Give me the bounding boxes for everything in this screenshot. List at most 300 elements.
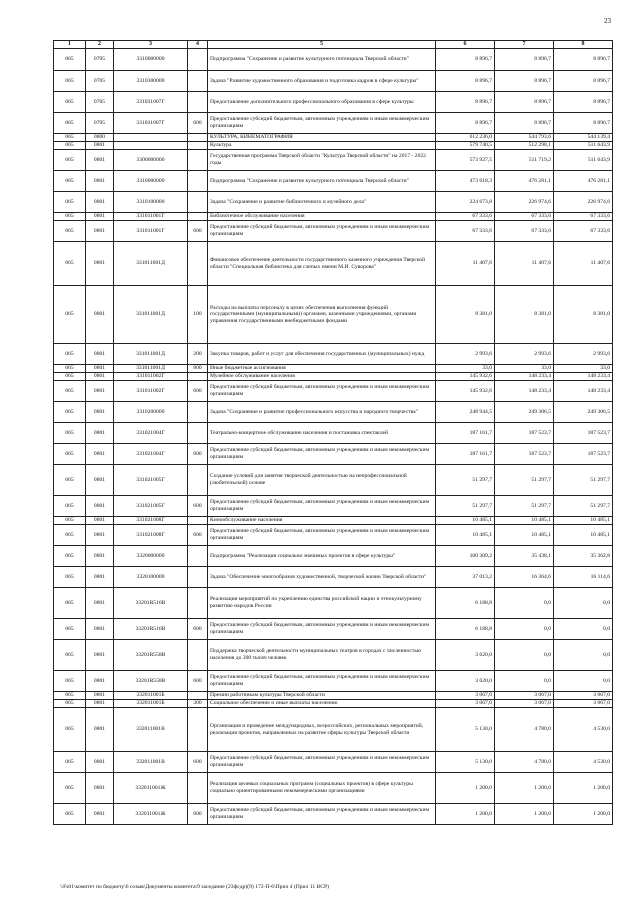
cell-admin-code: 065 [54, 49, 86, 71]
table-row [54, 423, 613, 444]
cell-amount-col7: 187 523,7 [495, 423, 554, 444]
cell-amount-col8: 3 067,0 [554, 692, 613, 700]
col-header-4: 4 [188, 41, 208, 49]
table-row [54, 465, 613, 496]
col-header-6: 6 [436, 41, 495, 49]
table-row [54, 171, 613, 192]
cell-amount-col6: 579 740,5 [436, 142, 495, 150]
cell-admin-code: 065 [54, 465, 86, 496]
cell-amount-col6: 1 200,0 [436, 773, 495, 804]
cell-expense-type: 600 [188, 496, 208, 517]
cell-amount-col6: 8 896,7 [436, 113, 495, 134]
cell-amount-col8: 148 233,4 [554, 373, 613, 381]
cell-target-article: 33201R516B [114, 588, 188, 619]
cell-section-code: 0801 [86, 286, 114, 344]
cell-expense-type [188, 92, 208, 113]
cell-admin-code: 065 [54, 92, 86, 113]
cell-amount-col6: 145 932,6 [436, 373, 495, 381]
cell-admin-code: 065 [54, 588, 86, 619]
cell-amount-col6: 67 333,6 [436, 213, 495, 221]
cell-expense-type [188, 402, 208, 423]
table-row [54, 142, 613, 150]
cell-amount-col8: 0,0 [554, 588, 613, 619]
cell-section-code: 0801 [86, 142, 114, 150]
cell-section-code: 0801 [86, 773, 114, 804]
table-row [54, 150, 613, 171]
cell-amount-col8: 0,0 [554, 671, 613, 692]
table-row [54, 525, 613, 546]
cell-amount-col8: 0,0 [554, 619, 613, 640]
cell-description: Предоставление субсидий бюджетным, автономным учреждениям и иным некоммерческим организациям [208, 804, 436, 825]
cell-amount-col8: 187 523,7 [554, 423, 613, 444]
cell-amount-col8: 10 485,1 [554, 525, 613, 546]
cell-admin-code: 065 [54, 619, 86, 640]
cell-admin-code: 065 [54, 567, 86, 588]
cell-admin-code: 065 [54, 344, 86, 365]
cell-amount-col6: 10 485,1 [436, 517, 495, 525]
cell-amount-col8: 33,0 [554, 365, 613, 373]
cell-description: Иные бюджетные ассигнования [208, 365, 436, 373]
cell-admin-code: 065 [54, 708, 86, 752]
cell-description: Поддержка творческой деятельности муниципальных театров в городах с численностью населения до 300 тысяч человек [208, 640, 436, 671]
cell-expense-type [188, 213, 208, 221]
cell-admin-code: 065 [54, 444, 86, 465]
cell-description: Предоставление субсидий бюджетным, автономным учреждениям и иным некоммерческим организациям [208, 113, 436, 134]
cell-section-code: 0801 [86, 567, 114, 588]
cell-description: Предоставление субсидий бюджетным, автономным учреждениям и иным некоммерческим организациям [208, 525, 436, 546]
cell-target-article: 331011002Г [114, 373, 188, 381]
cell-description: КУЛЬТУРА, КИНЕМАТОГРАФИЯ [208, 134, 436, 142]
cell-amount-col7: 0,0 [495, 588, 554, 619]
cell-admin-code: 065 [54, 640, 86, 671]
cell-admin-code: 065 [54, 71, 86, 92]
cell-expense-type [188, 546, 208, 567]
cell-amount-col8: 249 306,5 [554, 402, 613, 423]
cell-amount-col7: 226 974,6 [495, 192, 554, 213]
cell-expense-type [188, 49, 208, 71]
cell-section-code: 0705 [86, 92, 114, 113]
cell-amount-col6: 573 927,5 [436, 150, 495, 171]
col-header-3: 3 [114, 41, 188, 49]
cell-target-article: 331011001Г [114, 213, 188, 221]
cell-admin-code: 065 [54, 134, 86, 142]
cell-amount-col6: 3 620,0 [436, 671, 495, 692]
cell-amount-col7: 0,0 [495, 671, 554, 692]
cell-amount-col8: 4 530,0 [554, 752, 613, 773]
cell-target-article: 3310200000 [114, 402, 188, 423]
cell-amount-col7: 11 407,6 [495, 242, 554, 286]
cell-amount-col7: 512 298,1 [495, 142, 554, 150]
cell-amount-col8: 67 333,6 [554, 213, 613, 221]
cell-description: Музейное обслуживание населения [208, 373, 436, 381]
cell-amount-col8: 8 896,7 [554, 71, 613, 92]
cell-section-code: 0801 [86, 213, 114, 221]
cell-expense-type: 600 [188, 804, 208, 825]
cell-amount-col8: 226 974,6 [554, 192, 613, 213]
cell-section-code: 0801 [86, 365, 114, 373]
table-row [54, 671, 613, 692]
cell-amount-col8: 511 643,9 [554, 150, 613, 171]
cell-description: Предоставление субсидий бюджетным, автономным учреждениям и иным некоммерческим организациям [208, 752, 436, 773]
cell-section-code: 0801 [86, 150, 114, 171]
cell-expense-type [188, 192, 208, 213]
cell-description: Предоставление субсидий бюджетным, автономным учреждениям и иным некоммерческим организациям [208, 619, 436, 640]
cell-section-code: 0801 [86, 402, 114, 423]
cell-amount-col8: 8 381,0 [554, 286, 613, 344]
cell-amount-col6: 224 673,8 [436, 192, 495, 213]
table-row [54, 444, 613, 465]
cell-section-code: 0801 [86, 692, 114, 700]
cell-amount-col7: 148 233,4 [495, 373, 554, 381]
cell-expense-type [188, 373, 208, 381]
cell-amount-col7: 4 780,0 [495, 708, 554, 752]
table-row [54, 365, 613, 373]
cell-target-article: 3310000000 [114, 171, 188, 192]
cell-amount-col6: 8 896,7 [436, 71, 495, 92]
cell-target-article: 33201R558B [114, 640, 188, 671]
cell-amount-col6: 3 620,0 [436, 640, 495, 671]
cell-section-code: 0801 [86, 344, 114, 365]
table-row [54, 517, 613, 525]
cell-expense-type [188, 773, 208, 804]
cell-expense-type [188, 71, 208, 92]
cell-amount-col7: 1 200,0 [495, 804, 554, 825]
cell-amount-col7: 8 896,7 [495, 113, 554, 134]
cell-target-article: 331021008Г [114, 517, 188, 525]
cell-amount-col8: 3 067,0 [554, 700, 613, 708]
cell-admin-code: 065 [54, 213, 86, 221]
cell-admin-code: 065 [54, 773, 86, 804]
table-row [54, 344, 613, 365]
cell-admin-code: 065 [54, 171, 86, 192]
page-number: 23 [604, 17, 611, 25]
cell-amount-col7: 1 200,0 [495, 773, 554, 804]
cell-expense-type: 600 [188, 671, 208, 692]
cell-description: Социальное обеспечение и иные выплаты населению [208, 700, 436, 708]
table-row [54, 640, 613, 671]
cell-target-article: 331011001Д [114, 242, 188, 286]
cell-admin-code: 065 [54, 381, 86, 402]
cell-amount-col8: 10 485,1 [554, 517, 613, 525]
cell-admin-code: 065 [54, 496, 86, 517]
cell-description: Подпрограмма "Сохранение и развитие культурного потенциала Тверской области" [208, 171, 436, 192]
cell-target-article: 332011001B [114, 708, 188, 752]
cell-amount-col6: 37 013,2 [436, 567, 495, 588]
cell-amount-col7: 2 993,6 [495, 344, 554, 365]
cell-amount-col6: 8 381,0 [436, 286, 495, 344]
cell-section-code: 0801 [86, 619, 114, 640]
cell-description: Организация и проведение международных, всероссийских, региональных мероприятий, реализация проектов, направленных на развитие сферы культуры Тверской области [208, 708, 436, 752]
cell-amount-col6: 187 161,7 [436, 423, 495, 444]
footer-file-path: \\Fs01\комитет по бюджету\6 созыв\Документы комитета\9 заседание (23фсдр)(9) 172-П-6\Прил 4 (Прил 11 ВСР) [60, 884, 329, 890]
cell-admin-code: 065 [54, 221, 86, 242]
cell-target-article: 33201R558B [114, 671, 188, 692]
cell-description: Предоставление субсидий бюджетным, автономным учреждениям и иным некоммерческим организациям [208, 671, 436, 692]
cell-expense-type: 600 [188, 752, 208, 773]
table-row [54, 213, 613, 221]
cell-description: Расходы на выплаты персоналу в целях обеспечения выполнения функций государственными (муниципальными) органами, казенными учреждениями, органами управления государственными внебюджетными фондами [208, 286, 436, 344]
cell-target-article: 3310300000 [114, 71, 188, 92]
cell-description: Библиотечное обслуживание населения [208, 213, 436, 221]
cell-admin-code: 065 [54, 752, 86, 773]
cell-target-article: 332011001Ж [114, 804, 188, 825]
cell-amount-col8: 8 896,7 [554, 113, 613, 134]
cell-amount-col6: 51 297,7 [436, 465, 495, 496]
cell-amount-col7: 33,0 [495, 365, 554, 373]
cell-section-code: 0801 [86, 708, 114, 752]
cell-description: Финансовое обеспечение деятельности государственного казенного учреждения Тверской области "Специальная библиотека для слепых имени М.И. Суворова" [208, 242, 436, 286]
cell-expense-type [188, 150, 208, 171]
cell-section-code: 0801 [86, 671, 114, 692]
cell-expense-type [188, 692, 208, 700]
cell-expense-type [188, 465, 208, 496]
cell-expense-type: 600 [188, 221, 208, 242]
cell-target-article: 331011001Д [114, 365, 188, 373]
cell-amount-col7: 3 067,0 [495, 700, 554, 708]
cell-description: Подпрограмма "Реализация социально значимых проектов в сфере культуры" [208, 546, 436, 567]
cell-description: Реализация целевых социальных программ (социальных проектов) в сфере культуры социально ориентированными некоммерческими организациями [208, 773, 436, 804]
cell-amount-col7: 10 485,1 [495, 525, 554, 546]
cell-expense-type [188, 708, 208, 752]
cell-amount-col7: 4 780,0 [495, 752, 554, 773]
cell-amount-col7: 3 067,0 [495, 692, 554, 700]
cell-section-code: 0801 [86, 423, 114, 444]
col-header-7: 7 [495, 41, 554, 49]
cell-description: Государственная программа Тверской области "Культура Тверской области" на 2017 - 2022 годы [208, 150, 436, 171]
cell-amount-col7: 8 381,0 [495, 286, 554, 344]
cell-target-article: 33201R516B [114, 619, 188, 640]
cell-amount-col7: 187 523,7 [495, 444, 554, 465]
cell-amount-col6: 5 130,0 [436, 708, 495, 752]
cell-amount-col7: 148 233,4 [495, 381, 554, 402]
cell-description: Задача "Сохранение и развитие библиотечного и музейного дела" [208, 192, 436, 213]
cell-amount-col6: 187 161,7 [436, 444, 495, 465]
cell-expense-type: 100 [188, 286, 208, 344]
cell-target-article: 3300000000 [114, 150, 188, 171]
cell-amount-col8: 187 523,7 [554, 444, 613, 465]
table-row [54, 373, 613, 381]
table-row [54, 221, 613, 242]
cell-description: Предоставление дополнительного профессионального образования в сфере культуры [208, 92, 436, 113]
cell-expense-type [188, 171, 208, 192]
cell-expense-type [188, 588, 208, 619]
table-row [54, 700, 613, 708]
table-row [54, 113, 613, 134]
cell-target-article: 331031007Г [114, 113, 188, 134]
cell-amount-col7: 67 333,6 [495, 221, 554, 242]
cell-description: Кинообслуживание населения [208, 517, 436, 525]
cell-description: Задача "Развитие художественного образования и подготовка кадров в сфере культуры" [208, 71, 436, 92]
cell-expense-type: 800 [188, 365, 208, 373]
cell-target-article: 331021008Г [114, 525, 188, 546]
cell-amount-col6: 248 944,5 [436, 402, 495, 423]
table-row [54, 286, 613, 344]
cell-target-article: 331031007Г [114, 92, 188, 113]
cell-amount-col7: 67 333,6 [495, 213, 554, 221]
cell-target-article: 331011001Г [114, 221, 188, 242]
cell-amount-col7: 51 297,7 [495, 496, 554, 517]
table-row [54, 619, 613, 640]
cell-section-code: 0801 [86, 465, 114, 496]
cell-expense-type [188, 517, 208, 525]
cell-target-article: 332011001Ж [114, 773, 188, 804]
cell-expense-type: 600 [188, 525, 208, 546]
cell-amount-col6: 145 932,6 [436, 381, 495, 402]
cell-section-code: 0801 [86, 381, 114, 402]
cell-amount-col6: 51 297,7 [436, 496, 495, 517]
cell-amount-col8: 148 233,4 [554, 381, 613, 402]
cell-section-code: 0801 [86, 804, 114, 825]
budget-table [53, 40, 613, 825]
cell-target-article: 3310100000 [114, 192, 188, 213]
cell-amount-col7: 35 438,1 [495, 546, 554, 567]
cell-description: Премии работникам культуры Тверской области [208, 692, 436, 700]
cell-amount-col8: 67 333,6 [554, 221, 613, 242]
table-row [54, 192, 613, 213]
cell-section-code: 0801 [86, 496, 114, 517]
cell-amount-col6: 100 309,2 [436, 546, 495, 567]
table-row [54, 92, 613, 113]
cell-amount-col8: 11 407,6 [554, 242, 613, 286]
cell-amount-col8: 1 200,0 [554, 804, 613, 825]
cell-expense-type [188, 640, 208, 671]
cell-amount-col6: 473 618,3 [436, 171, 495, 192]
cell-target-article [114, 142, 188, 150]
cell-amount-col8: 16 114,6 [554, 567, 613, 588]
cell-target-article: 331011001Д [114, 344, 188, 365]
cell-amount-col7: 476 281,1 [495, 171, 554, 192]
cell-description: Задача "Сохранение и развитие профессионального искусства и народного творчества" [208, 402, 436, 423]
table-row [54, 567, 613, 588]
table-row [54, 381, 613, 402]
cell-amount-col7: 8 896,7 [495, 71, 554, 92]
cell-section-code: 0801 [86, 588, 114, 619]
cell-admin-code: 065 [54, 517, 86, 525]
cell-amount-col8: 51 297,7 [554, 465, 613, 496]
cell-section-code: 0801 [86, 640, 114, 671]
cell-expense-type: 200 [188, 344, 208, 365]
cell-target-article: 3320000000 [114, 546, 188, 567]
cell-admin-code: 065 [54, 373, 86, 381]
cell-amount-col7: 8 896,7 [495, 92, 554, 113]
cell-expense-type: 600 [188, 619, 208, 640]
cell-admin-code: 065 [54, 700, 86, 708]
cell-amount-col7: 511 719,2 [495, 150, 554, 171]
cell-target-article: 331011001Д [114, 286, 188, 344]
table-row [54, 588, 613, 619]
cell-amount-col6: 6 188,8 [436, 588, 495, 619]
col-header-2: 2 [86, 41, 114, 49]
cell-admin-code: 065 [54, 113, 86, 134]
table-row [54, 402, 613, 423]
cell-description: Предоставление субсидий бюджетным, автономным учреждениям и иным некоммерческим организациям [208, 444, 436, 465]
cell-section-code: 0801 [86, 242, 114, 286]
cell-amount-col7: 544 793,6 [495, 134, 554, 142]
cell-expense-type: 600 [188, 444, 208, 465]
cell-amount-col8: 8 896,7 [554, 49, 613, 71]
cell-amount-col8: 35 362,8 [554, 546, 613, 567]
cell-section-code: 0801 [86, 373, 114, 381]
cell-expense-type: 600 [188, 381, 208, 402]
cell-expense-type: 600 [188, 113, 208, 134]
cell-amount-col6: 3 067,0 [436, 692, 495, 700]
table-row [54, 708, 613, 752]
cell-section-code: 0801 [86, 192, 114, 213]
cell-admin-code: 065 [54, 546, 86, 567]
cell-expense-type [188, 423, 208, 444]
cell-amount-col7: 51 297,7 [495, 465, 554, 496]
cell-section-code: 0801 [86, 700, 114, 708]
cell-amount-col7: 8 896,7 [495, 49, 554, 71]
cell-admin-code: 065 [54, 286, 86, 344]
table-row [54, 752, 613, 773]
cell-section-code: 0801 [86, 171, 114, 192]
cell-admin-code: 065 [54, 402, 86, 423]
cell-description: Культура [208, 142, 436, 150]
cell-target-article: 331021005Г [114, 496, 188, 517]
cell-admin-code: 065 [54, 671, 86, 692]
cell-target-article: 332011001Б [114, 700, 188, 708]
cell-target-article: 331021004Г [114, 444, 188, 465]
table-row [54, 71, 613, 92]
cell-admin-code: 065 [54, 365, 86, 373]
cell-expense-type [188, 567, 208, 588]
cell-amount-col6: 11 407,6 [436, 242, 495, 286]
cell-amount-col8: 0,0 [554, 640, 613, 671]
cell-section-code: 0801 [86, 752, 114, 773]
cell-description: Подпрограмма "Сохранение и развитие культурного потенциала Тверской области" [208, 49, 436, 71]
table-row [54, 496, 613, 517]
table-row [54, 692, 613, 700]
cell-amount-col6: 2 993,6 [436, 344, 495, 365]
cell-description: Предоставление субсидий бюджетным, автономным учреждениям и иным некоммерческим организациям [208, 496, 436, 517]
cell-amount-col6: 67 333,6 [436, 221, 495, 242]
cell-target-article: 331011002Г [114, 381, 188, 402]
cell-description: Предоставление субсидий бюджетным, автономным учреждениям и иным некоммерческим организациям [208, 381, 436, 402]
cell-description: Закупка товаров, работ и услуг для обеспечения государственных (муниципальных) нужд [208, 344, 436, 365]
cell-expense-type [188, 242, 208, 286]
cell-section-code: 0801 [86, 525, 114, 546]
cell-amount-col8: 2 993,6 [554, 344, 613, 365]
table-row [54, 49, 613, 71]
cell-section-code: 0705 [86, 49, 114, 71]
cell-amount-col6: 3 067,0 [436, 700, 495, 708]
cell-amount-col7: 0,0 [495, 619, 554, 640]
cell-target-article: 332011001B [114, 752, 188, 773]
cell-description: Создание условий для занятия творческой деятельностью на непрофессиональной (любительской) основе [208, 465, 436, 496]
cell-admin-code: 065 [54, 804, 86, 825]
table-row [54, 242, 613, 286]
cell-section-code: 0705 [86, 71, 114, 92]
cell-amount-col8: 8 896,7 [554, 92, 613, 113]
cell-amount-col7: 249 306,5 [495, 402, 554, 423]
cell-admin-code: 065 [54, 150, 86, 171]
table-row [54, 546, 613, 567]
cell-amount-col7: 0,0 [495, 640, 554, 671]
col-header-1: 1 [54, 41, 86, 49]
cell-amount-col6: 612 236,0 [436, 134, 495, 142]
cell-section-code: 0801 [86, 517, 114, 525]
cell-admin-code: 065 [54, 692, 86, 700]
cell-description: Задача "Обеспечение многообразия художественной, творческой жизни Тверской области" [208, 567, 436, 588]
cell-amount-col6: 8 896,7 [436, 92, 495, 113]
cell-target-article: 331021005Г [114, 465, 188, 496]
cell-section-code: 0705 [86, 113, 114, 134]
cell-amount-col6: 6 188,8 [436, 619, 495, 640]
cell-admin-code: 065 [54, 525, 86, 546]
cell-amount-col6: 10 485,1 [436, 525, 495, 546]
cell-section-code: 0801 [86, 546, 114, 567]
